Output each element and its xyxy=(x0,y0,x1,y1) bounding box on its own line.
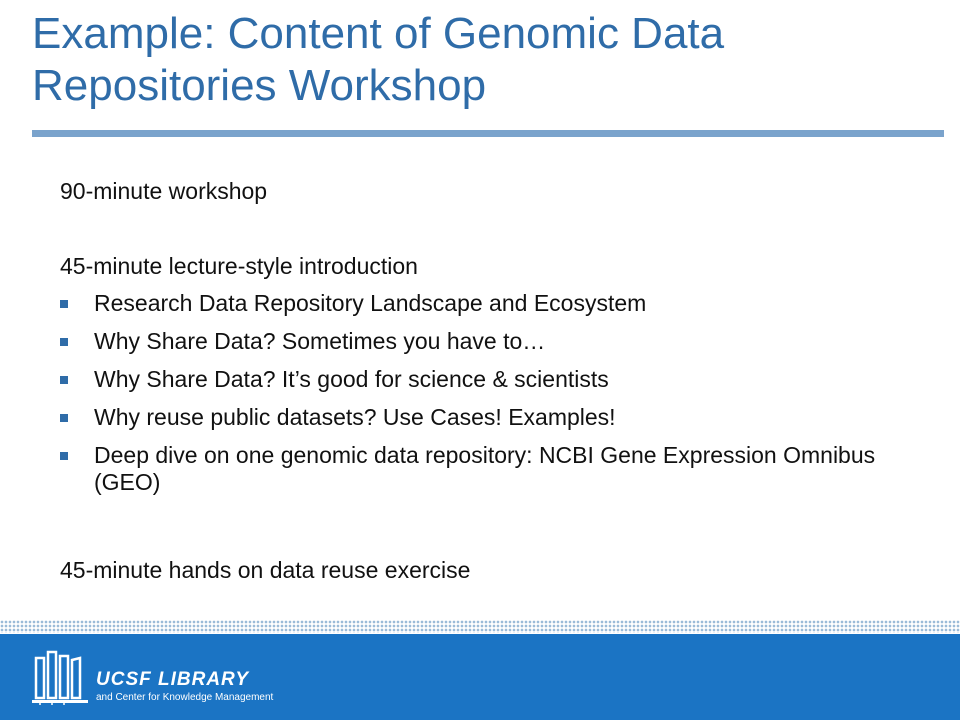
bullet-item xyxy=(60,404,920,431)
square-bullet-icon xyxy=(60,376,68,384)
library-books-icon xyxy=(30,648,94,706)
title-underline xyxy=(32,130,944,137)
bullet-item xyxy=(60,442,920,496)
bullet-text: Why reuse public datasets? Use Cases! Examples! xyxy=(94,404,616,430)
bullet-item xyxy=(60,328,920,355)
hands-on-exercise-line: 45-minute hands on data reuse exercise xyxy=(60,557,471,583)
bullet-text: Why Share Data? Sometimes you have to… xyxy=(94,328,546,354)
bullet-item xyxy=(60,366,920,393)
square-bullet-icon xyxy=(60,338,68,346)
lecture-intro-heading: 45-minute lecture-style introduction xyxy=(60,253,418,279)
logo-subtitle: and Center for Knowledge Management xyxy=(96,692,274,703)
bullet-item xyxy=(60,290,920,317)
dotted-divider xyxy=(0,620,960,633)
bullet-text: Research Data Repository Landscape and Ecosystem xyxy=(94,290,647,316)
bullet-text: Deep dive on one genomic data repository: NCBI Gene Expression Omnibus (GEO) xyxy=(94,442,876,495)
workshop-duration: 90-minute workshop xyxy=(60,178,268,204)
logo-title: UCSF LIBRARY xyxy=(96,669,250,690)
bullet-text: Why Share Data? It’s good for science & scientists xyxy=(94,366,609,392)
slide-title: Example: Content of Genomic Data Repositories Workshop xyxy=(32,9,725,110)
footer-banner xyxy=(0,634,960,720)
topic-bullet-list xyxy=(60,290,920,507)
square-bullet-icon xyxy=(60,414,68,422)
square-bullet-icon xyxy=(60,452,68,460)
library-logo-text xyxy=(96,670,273,704)
square-bullet-icon xyxy=(60,300,68,308)
